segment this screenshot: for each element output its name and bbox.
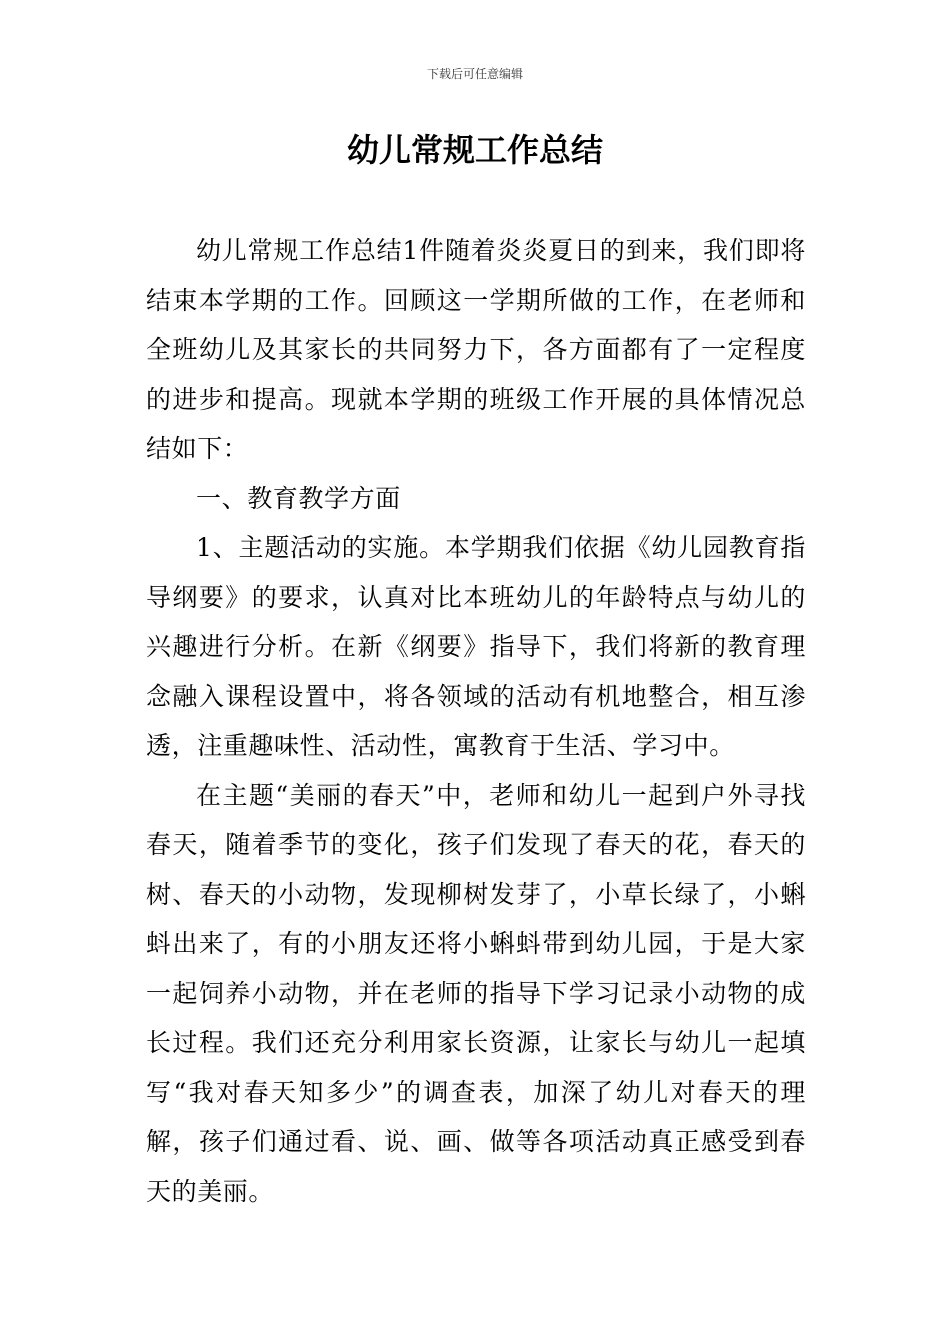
document-body <box>146 226 806 1216</box>
header-note: 下载后可任意编辑 <box>426 67 523 81</box>
page-title: 幼儿常规工作总结 <box>346 131 603 169</box>
paragraph-theme-activities: 1、主题活动的实施。本学期我们依据《幼儿园教育指导纲要》的要求，认真对比本班幼儿的年龄特点与幼儿的兴趣进行分析。在新《纲要》指导下，我们将新的教育理念融入课程设置中，将各领域的活动有机地整合，相互渗透，注重趣味性、活动性，寓教育于生活、学习中。 <box>146 533 806 760</box>
paragraph-intro: 幼儿常规工作总结1件随着炎炎夏日的到来，我们即将结束本学期的工作。回顾这一学期所做的工作，在老师和全班幼儿及其家长的共同努力下，各方面都有了一定程度的进步和提高。现就本学期的班级工作开展的具体情况总结如下： <box>146 236 806 463</box>
section-heading: 一、教育教学方面 <box>196 483 401 513</box>
paragraph-spring-theme: 在主题“美丽的春天”中，老师和幼儿一起到户外寻找春天，随着季节的变化，孩子们发现了春天的花，春天的树、春天的小动物，发现柳树发芽了，小草长绿了，小蝌蚪出来了，有的小朋友还将小蝌蚪带到幼儿园，于是大家一起饲养小动物，并在老师的指导下学习记录小动物的成长过程。我们还充分利用家长资源，让家长与幼儿一起填写“我对春天知多少”的调查表，加深了幼儿对春天的理解，孩子们通过看、说、画、做等各项活动真正感受到春天的美丽。 <box>146 780 806 1206</box>
